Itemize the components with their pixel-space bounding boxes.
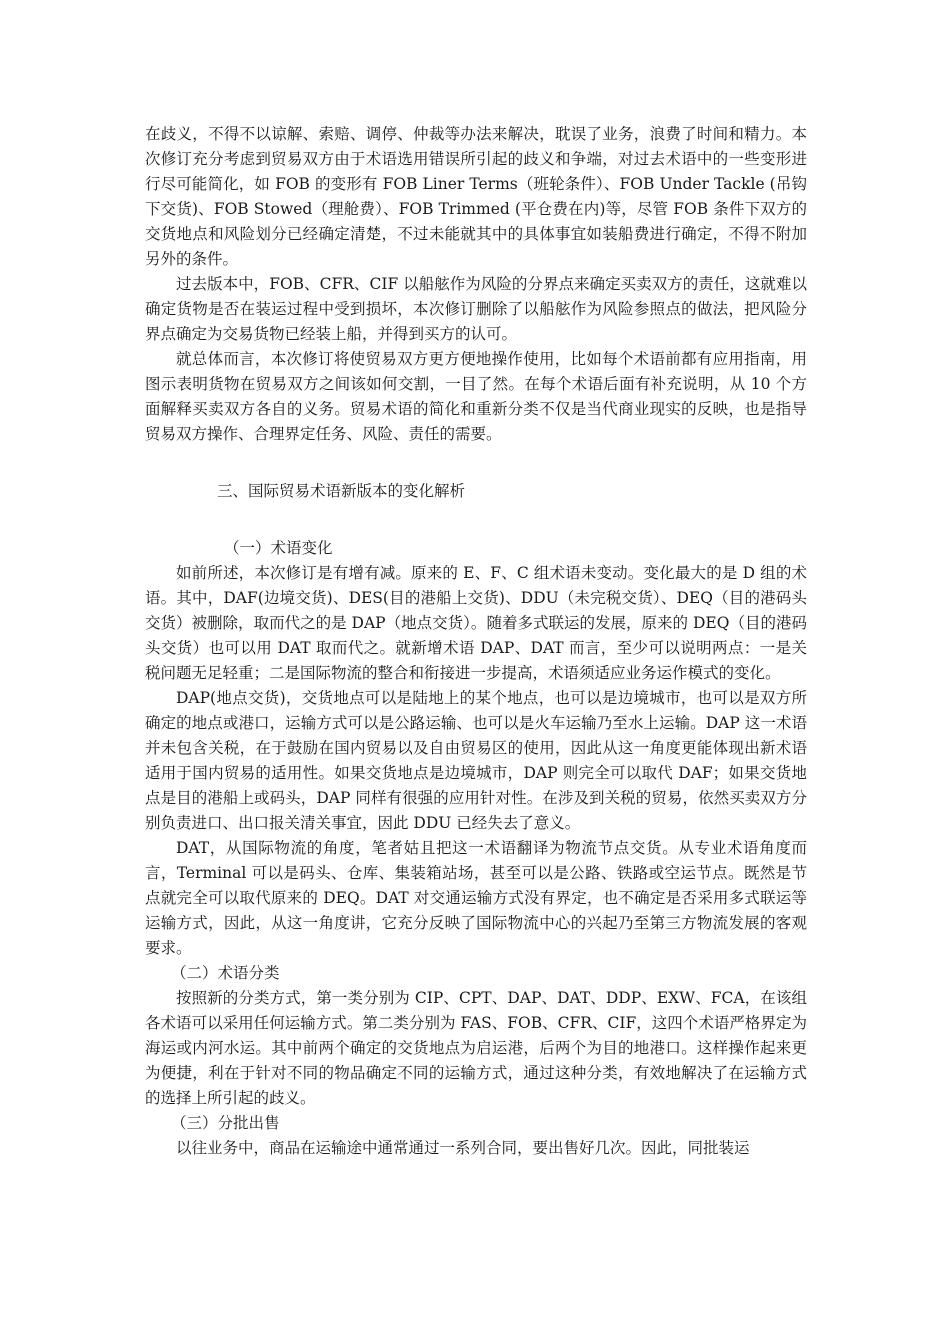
body-paragraph: 以往业务中，商品在运输途中通常通过一系列合同，要出售好几次。因此，同批装运 xyxy=(176,1139,750,1157)
body-paragraph: DAP(地点交货)，交货地点可以是陆地上的某个地点，也可以是边境城市，也可以是双方所确定的地点或港口，运输方式可以是公路运输、也可以是火车运输乃至水上运输。DAP 这一术语并未包含关税，在于鼓励在国内贸易以及自由贸易区的使用，因此从这一角度更能体现出新术语适用于国内贸易的适用性。如果交货地点是边境城市，DAP 则完全可以取代 DAF；如果交货地点是目的港船上或码头，DAP 同样有很强的应用针对性。在涉及到关税的贸易，依然买卖双方分别负责进口、出口报关清关事宜，因此 DDU 已经失去了意义。 xyxy=(145,689,807,832)
subsection-heading-2: （二）术语分类 xyxy=(171,964,280,982)
subsection-heading-1: （一）术语变化 xyxy=(224,539,333,557)
subsection-heading-3: （三）分批出售 xyxy=(171,1114,280,1132)
document-page xyxy=(145,122,807,1161)
body-paragraph: 在歧义，不得不以谅解、索赔、调停、仲裁等办法来解决，耽误了业务，浪费了时间和精力。本次修订充分考虑到贸易双方由于术语选用错误所引起的歧义和争端，对过去术语中的一些变形进行尽可能简化，如 FOB 的变形有 FOB Liner Terms（班轮条件）、FOB Under Tackle (吊钩下交货)、FOB Stowed（理舱费）、FOB Trimmed (平仓费在内)等，尽管 FOB 条件下双方的交货地点和风险划分已经确定清楚，不过未能就其中的具体事宜如装船费进行确定，不得不附加另外的条件。 xyxy=(145,125,807,268)
body-paragraph: 按照新的分类方式，第一类分别为 CIP、CPT、DAP、DAT、DDP、EXW、FCA，在该组各术语可以采用任何运输方式。第二类分别为 FAS、FOB、CFR、CIF，这四个术语严格界定为海运或内河水运。其中前两个确定的交货地点为启运港，后两个为目的地港口。这样操作起来更为便捷，利在于针对不同的物品确定不同的运输方式，通过这种分类，有效地解决了在运输方式的选择上所引起的歧义。 xyxy=(145,989,807,1107)
body-paragraph: DAT，从国际物流的角度，笔者姑且把这一术语翻译为物流节点交货。从专业术语角度而言，Terminal 可以是码头、仓库、集装箱站场，甚至可以是公路、铁路或空运节点。既然是节点就完全可以取代原来的 DEQ。DAT 对交通运输方式没有界定，也不确定是否采用多式联运等运输方式，因此，从这一角度讲，它充分反映了国际物流中心的兴起乃至第三方物流发展的客观要求。 xyxy=(145,839,807,957)
body-paragraph: 过去版本中，FOB、CFR、CIF 以船舷作为风险的分界点来确定买卖双方的责任，这就难以确定货物是否在装运过程中受到损坏，本次修订删除了以船舷作为风险参照点的做法，把风险分界点确定为交易货物已经装上船，并得到买方的认可。 xyxy=(145,275,807,343)
body-paragraph: 如前所述，本次修订是有增有减。原来的 E、F、C 组术语未变动。变化最大的是 D 组的术语。其中，DAF(边境交货)、DES(目的港船上交货)、DDU（未完税交货）、DEQ（目的港码头交货）被删除，取而代之的是 DAP（地点交货）。随着多式联运的发展，原来的 DEQ（目的港码头交货）也可以用 DAT 取而代之。就新增术语 DAP、DAT 而言，至少可以说明两点：一是关税问题无足轻重；二是国际物流的整合和衔接进一步提高，术语须适应业务运作模式的变化。 xyxy=(145,564,807,682)
section-heading: 三、国际贸易术语新版本的变化解析 xyxy=(217,482,466,500)
body-paragraph: 就总体而言，本次修订将使贸易双方更方便地操作使用，比如每个术语前都有应用指南，用图示表明货物在贸易双方之间该如何交割，一目了然。在每个术语后面有补充说明，从 10 个方面解释买卖双方各自的义务。贸易术语的简化和重新分类不仅是当代商业现实的反映，也是指导贸易双方操作、合理界定任务、风险、责任的需要。 xyxy=(145,350,807,443)
